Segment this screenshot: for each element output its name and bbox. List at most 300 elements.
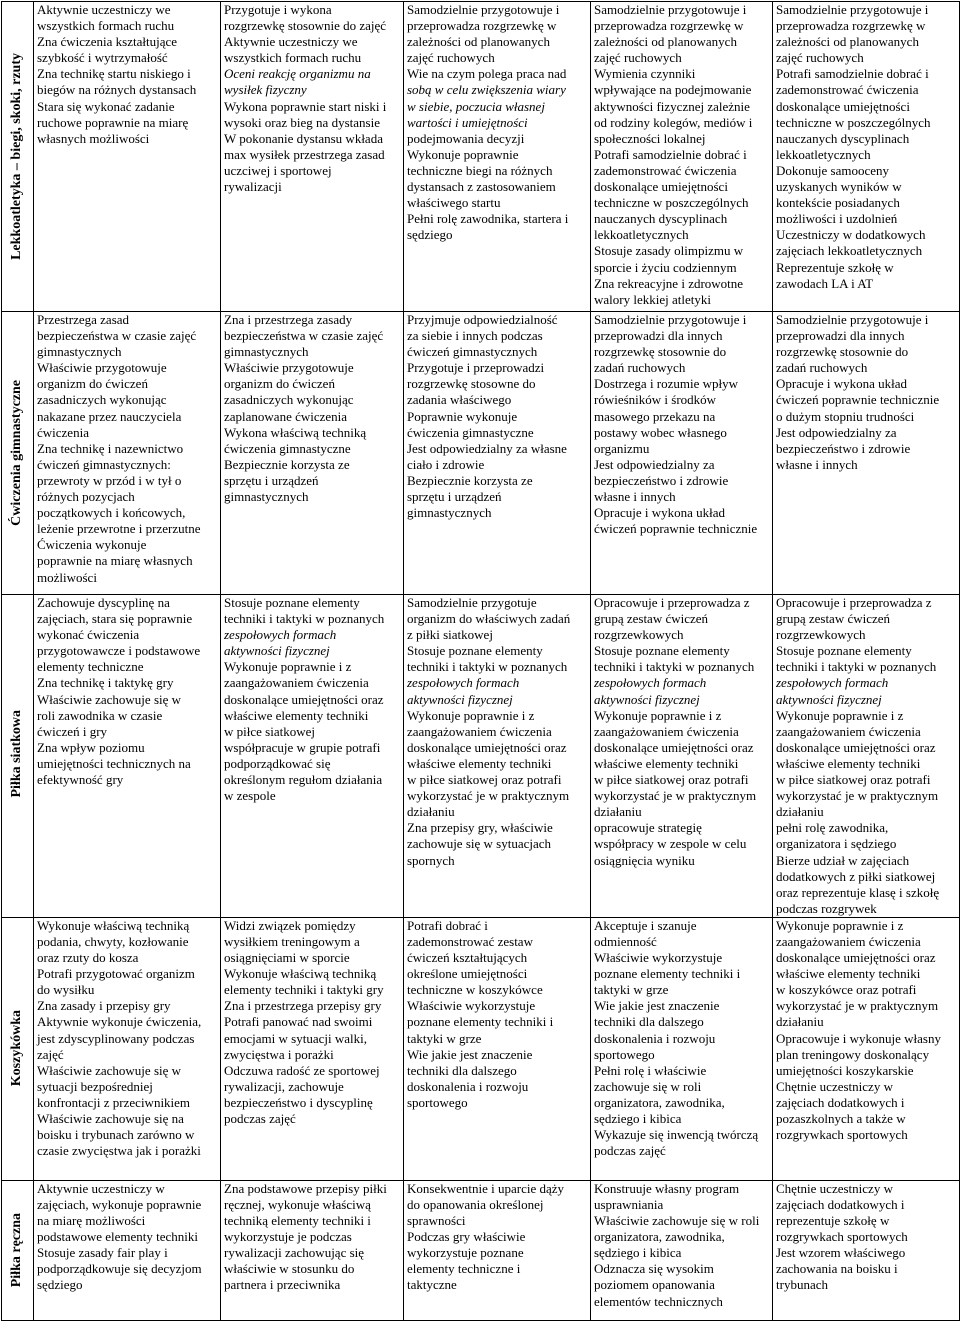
criteria-line: poziomem opanowania [594, 1277, 715, 1293]
criteria-line: taktyczne [407, 1277, 457, 1293]
criteria-line: emocjami w sytuacji walki, [224, 1030, 367, 1046]
criteria-line: organizatora, zawodnika, [594, 1229, 725, 1245]
criteria-line: rozgrywkach sportowych [776, 1127, 908, 1143]
criteria-line: zajęciach dodatkowych i [776, 1196, 905, 1212]
criteria-line: Aktywnie uczestniczy we [224, 34, 358, 50]
criteria-line: lekkoatletycznych [776, 146, 871, 162]
criteria-line: zajęć [37, 1046, 64, 1062]
criteria-line: zajęć ruchowych [776, 50, 864, 66]
criteria-line: konfrontacji z przeciwnikiem [37, 1094, 191, 1110]
criteria-line: Stosuje zasady fair play i [37, 1245, 168, 1261]
criteria-line: zaangażowaniem ćwiczenia [407, 723, 552, 739]
criteria-line: podejmowania decyzji [407, 130, 525, 146]
criteria-line: sędziego [407, 227, 453, 243]
criteria-line: gimnastycznych [407, 505, 492, 521]
criteria-line: boisku i trybunach zarówno w [37, 1127, 195, 1143]
criteria-line: Wykonuje właściwą techniką [224, 966, 377, 982]
criteria-cell [591, 312, 773, 595]
criteria-line: Wie na czym polega praca nad [407, 66, 567, 82]
criteria-cell [404, 312, 591, 595]
criteria-line: techniki i taktyki w poznanych [594, 659, 755, 675]
criteria-line: podczas zajęć [224, 1111, 296, 1126]
criteria-line: Przygotuje i przeprowadzi [407, 360, 545, 376]
criteria-line: współpracuje w grupie potrafi [224, 739, 381, 755]
criteria-line: sędziego [37, 1277, 83, 1293]
criteria-line: zajęciach, wykonuje poprawnie [37, 1196, 202, 1212]
criteria-cell [404, 2, 591, 312]
criteria-line: organizmu [594, 440, 650, 456]
criteria-line: działaniu [776, 1014, 824, 1030]
criteria-line: wykorzystuje je podczas [224, 1229, 352, 1245]
criteria-line: ćwiczeń gimnastycznych [407, 344, 538, 360]
criteria-line: techniczne w poszczególnych [776, 114, 931, 130]
criteria-line: pozaszkolnych a także w [776, 1111, 906, 1126]
criteria-line: elementów technicznych [594, 1293, 723, 1309]
criteria-line: Stosuje poznane elementy [594, 643, 730, 659]
criteria-line: ćwiczeń kształtujących [407, 950, 528, 966]
criteria-line: leżenie przewrotne i przerzutne [37, 521, 201, 537]
criteria-line: wysiłek fizyczny [224, 82, 307, 98]
criteria-cell [221, 1180, 404, 1320]
criteria-line: współpracy w zespole w celu [594, 836, 747, 852]
criteria-line: grupą zestaw ćwiczeń [594, 611, 709, 627]
criteria-line: Wymienia czynniki [594, 66, 696, 82]
criteria-line: Zna wpływ poziomu [37, 739, 145, 755]
criteria-line: przeprowadzi dla innych [776, 328, 905, 344]
criteria-line: Zna ćwiczenia kształtujące [37, 34, 178, 50]
criteria-line: oraz reprezentuje klasę i szkołę [776, 884, 940, 900]
criteria-line: max wysiłek przestrzega zasad [224, 146, 385, 162]
criteria-line: efektywność gry [37, 772, 124, 788]
criteria-cell [773, 595, 960, 918]
criteria-cell [34, 595, 221, 918]
criteria-line: dodatkowych z piłki siatkowej [776, 868, 936, 884]
criteria-line: Zachowuje dyscyplinę na [37, 595, 170, 610]
criteria-line: właściwie w stosunku do [224, 1261, 355, 1277]
criteria-line: W pokonanie dystansu wkłada [224, 130, 383, 146]
criteria-line: zademonstrować zestaw [407, 933, 533, 949]
criteria-line: Wykona właściwą techniką [224, 424, 367, 440]
criteria-line: o dużym stopniu trudności [776, 408, 915, 424]
criteria-line: właściwe elementy techniki [224, 707, 369, 723]
criteria-line: właściwego startu [407, 195, 501, 211]
criteria-line: przeprowadzi dla innych [594, 328, 723, 344]
criteria-line: elementy techniczne i [407, 1261, 521, 1277]
sport-header-lekkoatletyka-biegi-skoki-rzuty [2, 2, 34, 312]
criteria-cell [773, 2, 960, 312]
criteria-line: zaangażowaniem ćwiczenia [224, 675, 369, 691]
criteria-cell [34, 2, 221, 312]
criteria-line: dystansach z zastosowaniem [407, 179, 556, 195]
criteria-line: zespołowych formach [776, 675, 889, 691]
criteria-line: ciało i zdrowie [407, 456, 485, 472]
criteria-line: uzyskanych wyników w [776, 179, 902, 195]
criteria-line: sędziego i kibica [594, 1111, 682, 1126]
criteria-line: techniką elementy techniki i [224, 1213, 371, 1229]
sport-label: Lekkoatletyka – biegi, skoki, rzuty [9, 52, 25, 260]
criteria-line: Zna i przestrzega zasady [224, 312, 353, 327]
criteria-line: podczas rozgrywek [776, 900, 877, 916]
criteria-line: rówieśników i środków [594, 392, 717, 408]
criteria-line: Wykonuje poprawnie [407, 146, 519, 162]
criteria-line: kontekście posiadanych [776, 195, 900, 211]
criteria-line: Samodzielnie przygotowuje i [407, 2, 560, 17]
criteria-cell [34, 917, 221, 1180]
criteria-line: masowego przekazu na [594, 408, 716, 424]
criteria-line: wysoki oraz bieg na dystansie [224, 114, 380, 130]
criteria-line: w koszykówce oraz potrafi [776, 982, 917, 998]
criteria-line: Zna podstawowe przepisy piłki [224, 1180, 387, 1196]
criteria-line: doskonalące umiejętności oraz [776, 950, 936, 966]
criteria-line: Dostrzega i rozumie wpływ [594, 376, 739, 392]
criteria-line: Przestrzega zasad [37, 312, 130, 327]
criteria-line: umiejętności technicznych na [37, 755, 191, 771]
criteria-line: osiągnięcia wyniku [594, 852, 695, 868]
criteria-line: podczas zajęć [594, 1143, 666, 1159]
criteria-line: roli zawodnika w czasie [37, 707, 163, 723]
criteria-line: zachowuje się w sytuacjach [407, 836, 552, 852]
criteria-line: doskonalenia i rozwoju [594, 1030, 716, 1046]
criteria-line: Odczuwa radość ze sportowej [224, 1062, 380, 1078]
criteria-line: elementy techniki i taktyki gry [224, 982, 384, 998]
criteria-line: podania, chwyty, kozłowanie [37, 933, 189, 949]
criteria-line: szybkość i wytrzymałość [37, 50, 168, 66]
table-row [2, 312, 960, 595]
criteria-line: Stosuje poznane elementy [407, 643, 543, 659]
criteria-line: w siebie, poczucia własnej [407, 98, 545, 114]
criteria-cell [221, 595, 404, 918]
criteria-line: Stosuje poznane elementy [776, 643, 912, 659]
criteria-line: podporządkować się [224, 755, 331, 771]
criteria-line: wszystkich formach ruchu [224, 50, 362, 66]
criteria-line: doskonalące umiejętności [594, 179, 728, 195]
criteria-line: Widzi związek pomiędzy [224, 917, 356, 933]
criteria-line: zachowuje się w roli [594, 1078, 702, 1094]
criteria-line: do opanowania określonej [407, 1196, 544, 1212]
criteria-line: rozgrzewkę stosownie do [776, 344, 909, 360]
criteria-line: oraz rzuty do kosza [37, 950, 139, 966]
criteria-line: rywalizacji zachowując się [224, 1245, 365, 1261]
criteria-line: rywalizacji [224, 179, 282, 195]
criteria-line: plan treningowy doskonalący [776, 1046, 930, 1062]
criteria-line: techniki i taktyki w poznanych [776, 659, 937, 675]
criteria-line: zajęciach lekkoatletycznych [776, 243, 923, 259]
criteria-line: wykorzystuje poznane [407, 1245, 524, 1261]
criteria-line: organizatora i sędziego [776, 836, 897, 852]
criteria-line: rozgrzewkę stosownie do [594, 344, 727, 360]
criteria-line: poznane elementy techniki i [594, 966, 741, 982]
criteria-line: doskonalące umiejętności oraz [776, 739, 936, 755]
criteria-line: bezpieczeństwa w czasie zajęć [37, 328, 197, 344]
criteria-line: ruchowe poprawnie na miarę [37, 114, 189, 130]
criteria-line: sytuacji bezpośredniej [37, 1078, 153, 1094]
criteria-line: przewroty w przód i w tył o [37, 472, 182, 488]
criteria-line: Pełni rolę zawodnika, startera i [407, 211, 569, 227]
criteria-line: ćwiczeń gimnastycznych: [37, 456, 171, 472]
criteria-line: biegów na różnych dystansach [37, 82, 197, 98]
criteria-line: techniki i taktyki w poznanych [407, 659, 568, 675]
criteria-line: aktywności fizycznej [407, 691, 513, 707]
criteria-line: zademonstrować ćwiczenia [776, 82, 919, 98]
criteria-line: sprawności [407, 1213, 466, 1229]
criteria-line: zależności od planowanych [594, 34, 737, 50]
criteria-line: Potrafi dobrać i [407, 917, 488, 933]
criteria-line: Stara się wykonać zadanie [37, 98, 175, 114]
criteria-line: Właściwie zachowuje się w roli [594, 1213, 760, 1229]
criteria-cell [404, 595, 591, 918]
criteria-line: Potrafi panować nad swoimi [224, 1014, 373, 1030]
criteria-line: nauczanych dyscyplinach [776, 130, 910, 146]
criteria-line: właściwe elementy techniki [407, 755, 552, 771]
criteria-line: Zna technikę i nazewnictwo [37, 440, 184, 456]
criteria-line: zespołowych formach [407, 675, 520, 691]
criteria-line: Wykonuje właściwą techniką [37, 917, 190, 933]
criteria-line: Wie jakie jest znaczenie [407, 1046, 533, 1062]
criteria-line: ćwiczenia [37, 424, 89, 440]
criteria-line: wykorzystać je w praktycznym [594, 788, 757, 804]
criteria-line: określonym regułom działania [224, 772, 383, 788]
criteria-line: reprezentuje szkołę w [776, 1213, 890, 1229]
criteria-line: ćwiczenia gimnastyczne [407, 424, 534, 440]
criteria-line: Zna technikę startu niskiego i [37, 66, 191, 82]
criteria-line: wartości i umiejętności [407, 114, 528, 130]
criteria-line: zajęciach, stara się poprawnie [37, 611, 193, 627]
criteria-line: własnych możliwości [37, 130, 150, 146]
criteria-line: techniczne biegi na różnych [407, 162, 553, 178]
criteria-line: techniczne w koszykówce [407, 982, 543, 998]
criteria-line: czasie zwycięstwa jak i porażki [37, 1143, 201, 1159]
criteria-cell [773, 917, 960, 1180]
criteria-line: ćwiczeń poprawnie technicznie [776, 392, 940, 408]
criteria-line: bezpieczeństwo i zdrowie [594, 472, 729, 488]
criteria-line: ćwiczeń poprawnie technicznie [594, 521, 758, 537]
criteria-line: przeprowadza rozgrzewkę w [407, 18, 557, 34]
criteria-line: Chętnie uczestniczy w [776, 1180, 893, 1196]
criteria-line: Bezpiecznie korzysta ze [224, 456, 350, 472]
criteria-line: spornych [407, 852, 455, 868]
criteria-line: Właściwie zachowuje się na [37, 1111, 184, 1126]
criteria-line: Potrafi samodzielnie dobrać i [594, 146, 747, 162]
criteria-line: organizm do właściwych zadań [407, 611, 571, 627]
criteria-line: Właściwie zachowuje się w [37, 1062, 182, 1078]
criteria-line: właściwe elementy techniki [776, 966, 921, 982]
criteria-cell [591, 595, 773, 918]
criteria-line: ręcznej, wykonuje właściwą [224, 1196, 371, 1212]
criteria-line: zaangażowaniem ćwiczenia [594, 723, 739, 739]
criteria-line: aktywności fizycznej [224, 643, 330, 659]
criteria-line: możliwości i uzdolnień [776, 211, 898, 227]
criteria-line: Opracuje i wykona układ [594, 505, 726, 521]
criteria-line: usprawniania [594, 1196, 664, 1212]
criteria-line: doskonalące umiejętności oraz [407, 739, 567, 755]
criteria-line: różnych pozycjach [37, 489, 135, 505]
criteria-line: z piłki siatkowej [407, 627, 493, 643]
criteria-line: umiejętności koszykarskie [776, 1062, 914, 1078]
criteria-line: Opracowuje i przeprowadza z [594, 595, 750, 610]
criteria-line: Akceptuje i szanuje [594, 917, 697, 933]
criteria-line: określone umiejętności [407, 966, 528, 982]
criteria-line: Stosuje poznane elementy [224, 595, 360, 610]
table-row [2, 1180, 960, 1320]
criteria-line: sprzętu i urządzeń [407, 489, 502, 505]
criteria-line: Właściwie przygotowuje [37, 360, 167, 376]
criteria-line: w piłce siatkowej oraz potrafi [594, 772, 749, 788]
assessment-criteria-table [1, 1, 960, 1321]
criteria-line: opracowuje strategię [594, 820, 702, 836]
criteria-cell [221, 312, 404, 595]
criteria-line: techniczne w poszczególnych [594, 195, 749, 211]
criteria-line: sporcie i życiu codziennym [594, 259, 737, 275]
criteria-line: możliwości [37, 569, 97, 585]
criteria-line: zajęciach dodatkowych i [776, 1094, 905, 1110]
criteria-line: partnera i przeciwnika [224, 1277, 341, 1293]
criteria-line: zademonstrować ćwiczenia [594, 162, 737, 178]
table-row [2, 917, 960, 1180]
criteria-line: Konsekwentnie i uparcie dąży [407, 1180, 565, 1196]
criteria-line: Opracowuje i wykonuje własny [776, 1030, 941, 1046]
criteria-line: Wykonuje poprawnie i z [776, 917, 904, 933]
criteria-line: taktyki w grze [407, 1030, 482, 1046]
criteria-line: przygotowawcze i podstawowe [37, 643, 201, 659]
criteria-line: Bezpiecznie korzysta ze [407, 472, 533, 488]
criteria-line: zależności od planowanych [407, 34, 550, 50]
sport-header-cwiczenia-gimnastyczne [2, 312, 34, 595]
criteria-line: do wysiłku [37, 982, 95, 998]
criteria-line: sobą w celu zwiększenia wiary [407, 82, 566, 98]
sport-header-koszykowka [2, 917, 34, 1180]
criteria-line: działaniu [407, 804, 455, 820]
criteria-cell [404, 1180, 591, 1320]
criteria-line: Przyjmuje odpowiedzialność [407, 312, 558, 327]
criteria-line: Reprezentuje szkołę w [776, 259, 894, 275]
criteria-line: Potrafi przygotować organizm [37, 966, 195, 982]
criteria-line: Odznacza się wysokim [594, 1261, 714, 1277]
criteria-line: uczciwej i sportowej [224, 162, 332, 178]
criteria-line: wykorzystać je w praktycznym [776, 788, 939, 804]
criteria-line: Opracuje i wykona układ [776, 376, 908, 392]
criteria-line: sprzętu i urządzeń [224, 472, 319, 488]
criteria-line: Chętnie uczestniczy w [776, 1078, 893, 1094]
criteria-line: aktywności fizycznej [776, 691, 882, 707]
criteria-line: pełni rolę zawodnika, [776, 820, 889, 836]
criteria-cell [591, 1180, 773, 1320]
criteria-line: Potrafi samodzielnie dobrać i [776, 66, 929, 82]
criteria-line: od rodziny kolegów, mediów i [594, 114, 753, 130]
criteria-line: gimnastycznych [37, 344, 122, 360]
criteria-line: sędziego i kibica [594, 1245, 682, 1261]
criteria-line: nakazane przez nauczyciela [37, 408, 182, 424]
criteria-line: podporządkowuje się decyzjom [37, 1261, 202, 1277]
criteria-line: rozgrzewkowych [594, 627, 684, 643]
criteria-line: zaplanowane ćwiczenia [224, 408, 348, 424]
criteria-line: Wie jakie jest znaczenie [594, 998, 720, 1014]
criteria-line: Samodzielnie przygotowuje i [776, 2, 929, 17]
criteria-line: techniki dla dalszego [407, 1062, 517, 1078]
criteria-line: Wykonuje poprawnie i z [224, 659, 352, 675]
criteria-line: Aktywnie uczestniczy w [37, 1180, 165, 1196]
criteria-line: zaangażowaniem ćwiczenia [776, 933, 921, 949]
criteria-line: właściwe elementy techniki [594, 755, 739, 771]
criteria-line: rozgrzewkę stosownie do zajęć [224, 18, 387, 34]
criteria-line: Samodzielnie przygotowuje i [776, 312, 929, 327]
criteria-line: działaniu [776, 804, 824, 820]
criteria-line: zawodach LA i AT [776, 275, 874, 291]
table-body [2, 2, 960, 1321]
criteria-cell [34, 1180, 221, 1320]
criteria-line: społeczności lokalnej [594, 130, 706, 146]
criteria-line: lekkoatletycznych [594, 227, 689, 243]
criteria-line: wszystkich formach ruchu [37, 18, 175, 34]
criteria-cell [591, 917, 773, 1180]
criteria-line: Aktywnie uczestniczy we [37, 2, 171, 17]
criteria-line: zespołowych formach [594, 675, 707, 691]
criteria-line: własne i innych [776, 456, 858, 472]
criteria-line: bezpieczeństwo i zdrowie [776, 440, 911, 456]
criteria-line: Wykona poprawnie start niski i [224, 98, 387, 114]
sport-header-pilka-siatkowa [2, 595, 34, 918]
sport-label: Piłka siatkowa [9, 709, 25, 798]
criteria-line: wykorzystać je w praktycznym [776, 998, 939, 1014]
criteria-line: własne i innych [594, 489, 676, 505]
criteria-line: postawy wobec własnego [594, 424, 727, 440]
criteria-line: organizm do ćwiczeń [37, 376, 148, 392]
criteria-line: w piłce siatkowej oraz potrafi [776, 772, 931, 788]
criteria-line: doskonalące umiejętności oraz [594, 739, 754, 755]
criteria-line: rywalizacji, zachowuje [224, 1078, 344, 1094]
criteria-line: wykorzystać je w praktycznym [407, 788, 570, 804]
criteria-line: Samodzielnie przygotowuje i [594, 312, 747, 327]
table-row [2, 2, 960, 312]
criteria-line: Zna rekreacyjne i zdrowotne [594, 275, 744, 291]
criteria-line: Oceni reakcję organizmu na [224, 66, 371, 82]
criteria-line: właściwe elementy techniki [776, 755, 921, 771]
criteria-cell [591, 2, 773, 312]
criteria-line: Podczas gry właściwie [407, 1229, 526, 1245]
sport-label: Koszykówka [9, 1010, 25, 1087]
criteria-line: Dokonuje samooceny [776, 162, 890, 178]
criteria-line: wpływające na podejmowanie [594, 82, 752, 98]
criteria-line: poprawnie na miarę własnych [37, 553, 193, 569]
criteria-line: grupą zestaw ćwiczeń [776, 611, 891, 627]
criteria-line: Konstruuje własny program [594, 1180, 740, 1196]
criteria-line: nauczanych dyscyplinach [594, 211, 728, 227]
criteria-line: ćwiczenia gimnastyczne [224, 440, 351, 456]
criteria-line: poznane elementy techniki i [407, 1014, 554, 1030]
criteria-line: Wykonuje poprawnie i z [776, 707, 904, 723]
criteria-line: doskonalące umiejętności [776, 98, 910, 114]
criteria-line: zachowania na boisku i [776, 1261, 898, 1277]
criteria-line: Samodzielnie przygotowuje i [594, 2, 747, 17]
criteria-line: zasadniczych wykonując [224, 392, 354, 408]
criteria-line: Bierze udział w zajęciach [776, 852, 910, 868]
criteria-line: gimnastycznych [224, 489, 309, 505]
criteria-line: w piłce siatkowej oraz potrafi [407, 772, 562, 788]
criteria-line: sportowego [594, 1046, 655, 1062]
criteria-line: ćwiczeń i gry [37, 723, 108, 739]
criteria-line: doskonalenia i rozwoju [407, 1078, 529, 1094]
criteria-line: jest zdyscyplinowany podczas [37, 1030, 195, 1046]
criteria-line: zespołowych formach [224, 627, 337, 643]
criteria-line: Zna i przestrzega przepisy gry [224, 998, 382, 1014]
criteria-line: Wykonuje poprawnie i z [594, 707, 722, 723]
criteria-line: Stosuje zasady olimpizmu w [594, 243, 744, 259]
criteria-line: wykonać ćwiczenia [37, 627, 140, 643]
criteria-line: podstawowe elementy techniki [37, 1229, 199, 1245]
criteria-line: zwycięstwa i porażki [224, 1046, 334, 1062]
criteria-line: Ćwiczenia wykonuje [37, 537, 147, 553]
criteria-line: Poprawnie wykonuje [407, 408, 518, 424]
criteria-line: zaangażowaniem ćwiczenia [776, 723, 921, 739]
